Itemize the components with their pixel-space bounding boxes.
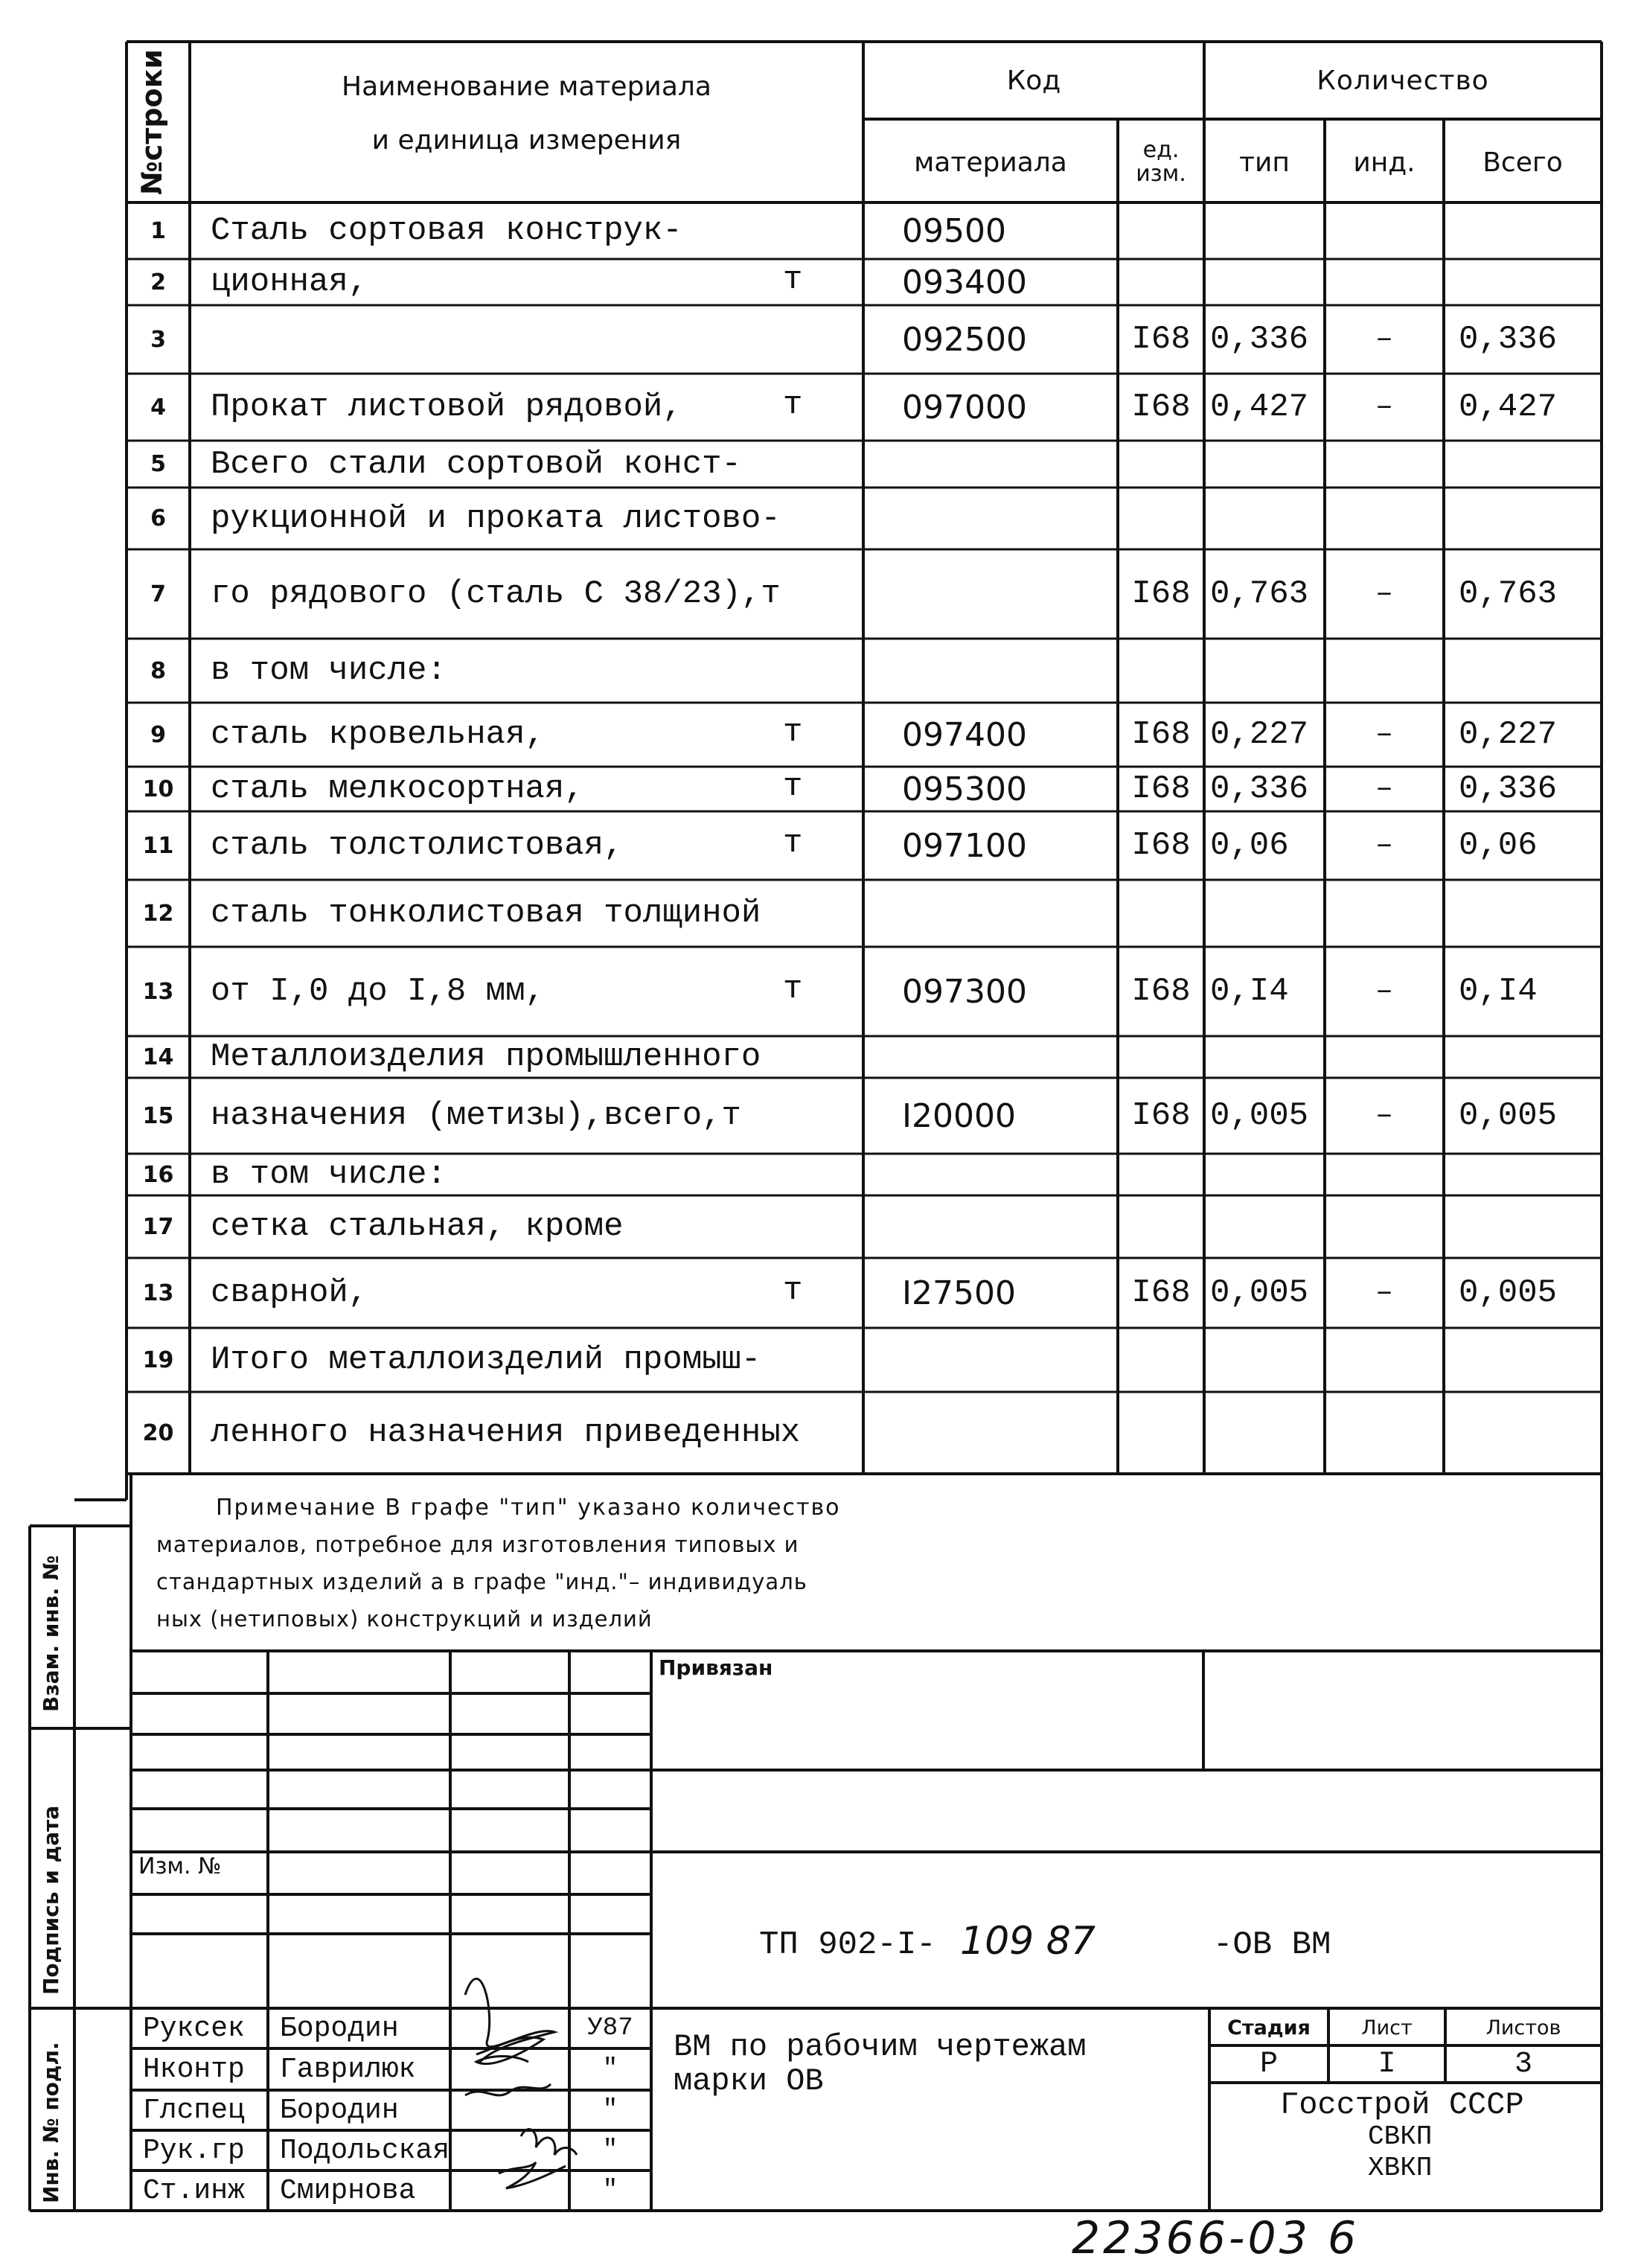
row-number: 15	[142, 1102, 174, 1129]
signer-date: "	[602, 2176, 618, 2205]
stage-label: Стадия	[1227, 2016, 1311, 2039]
total-qty-header: Всего	[1483, 147, 1563, 178]
unit-code	[1118, 259, 1204, 305]
unit-code: I68	[1131, 973, 1191, 1010]
total-quantity: 0,005	[1459, 1274, 1558, 1312]
type-quantity	[1204, 639, 1325, 703]
type-quantity	[1204, 1154, 1325, 1195]
revision-number-label: Изм. №	[138, 1853, 222, 1879]
stage-value: Р	[1259, 2047, 1278, 2081]
total-quantity: 0,06	[1459, 827, 1538, 864]
unit-code: I68	[1131, 389, 1191, 426]
type-quantity: 0,06	[1210, 827, 1289, 864]
name-header-line1: Наименование материала	[342, 71, 711, 102]
total-quantity	[1444, 639, 1602, 703]
material-code	[863, 880, 1118, 947]
material-name: ленного назначения приведенных	[211, 1414, 801, 1451]
total-quantity	[1444, 880, 1602, 947]
material-code	[863, 1036, 1118, 1078]
signer-name: Бородин	[280, 2094, 399, 2127]
type-qty-header: тип	[1239, 147, 1290, 178]
total-quantity: 0,336	[1459, 321, 1558, 358]
signature-date-label: Подпись и дата	[39, 1805, 63, 1995]
unit-code	[1118, 880, 1204, 947]
individual-quantity	[1325, 1328, 1444, 1392]
material-code: 097400	[902, 715, 1027, 754]
unit-of-measure: т	[783, 714, 803, 751]
material-name: ционная,	[211, 263, 368, 301]
row-number: 19	[142, 1347, 174, 1373]
type-quantity: 0,227	[1210, 716, 1309, 753]
material-name: Прокат листовой рядовой,	[211, 389, 682, 426]
material-code: 093400	[902, 263, 1027, 301]
individual-quantity	[1325, 1195, 1444, 1258]
unit-code: I68	[1131, 716, 1191, 753]
material-name: в том числе:	[211, 1156, 447, 1193]
total-quantity	[1444, 1036, 1602, 1078]
material-code	[863, 488, 1118, 549]
total-quantity: 0,I4	[1459, 973, 1538, 1010]
material-code	[863, 1392, 1118, 1474]
individual-quantity	[1325, 639, 1444, 703]
type-quantity	[1204, 1195, 1325, 1258]
row-number: 4	[150, 394, 166, 421]
total-quantity	[1444, 1154, 1602, 1195]
ind-qty-header: инд.	[1353, 147, 1416, 178]
material-code: 092500	[902, 320, 1027, 359]
row-number: 5	[150, 451, 166, 477]
total-quantity: 0,763	[1459, 575, 1558, 613]
total-quantity: 0,427	[1459, 389, 1558, 426]
material-code: I20000	[902, 1096, 1016, 1135]
signer-role: Нконтр	[143, 2053, 245, 2086]
unit-code	[1118, 488, 1204, 549]
signer-name: Бородин	[280, 2012, 399, 2045]
unit-code	[1118, 441, 1204, 488]
row-number: 13	[142, 1280, 174, 1306]
type-quantity	[1204, 1036, 1325, 1078]
quantity-header: Количество	[1317, 65, 1489, 96]
individual-quantity	[1325, 1154, 1444, 1195]
total-quantity	[1444, 1328, 1602, 1392]
unit-of-measure: т	[783, 825, 803, 862]
type-quantity	[1204, 259, 1325, 305]
material-code: I27500	[902, 1274, 1016, 1312]
name-header-line2: и единица измерения	[371, 124, 682, 156]
row-number: 16	[142, 1161, 174, 1188]
individual-quantity	[1325, 1392, 1444, 1474]
individual-quantity: –	[1375, 772, 1393, 806]
note-line-4: ных (нетиповых) конструкций и изделий	[156, 1606, 653, 1632]
type-quantity: 0,336	[1210, 770, 1309, 808]
unit-of-measure: т	[783, 971, 803, 1008]
material-name: сталь кровельная,	[211, 716, 545, 753]
material-name: в том числе:	[211, 652, 447, 689]
individual-quantity	[1325, 441, 1444, 488]
replacement-inventory-label: Взам. инв. №	[39, 1555, 63, 1712]
material-code	[863, 639, 1118, 703]
row-number: 8	[150, 657, 166, 684]
row-number: 9	[150, 721, 166, 748]
unit-code: I68	[1131, 770, 1191, 808]
individual-quantity	[1325, 880, 1444, 947]
archive-number-handwritten: 22366-03 6	[1072, 2212, 1360, 2264]
organization-line3: ХВКП	[1368, 2153, 1433, 2183]
signer-name: Подольская	[280, 2134, 450, 2167]
type-quantity	[1204, 488, 1325, 549]
unit-code: I68	[1131, 1274, 1191, 1312]
signer-date: У87	[587, 2014, 633, 2042]
doc-code-prefix: ТП 902-I-	[759, 1926, 936, 1964]
row-number: 14	[142, 1044, 174, 1070]
row-number: 6	[150, 505, 166, 531]
unit-code	[1118, 1195, 1204, 1258]
unit-of-measure: т	[783, 261, 803, 298]
material-name: сталь мелкосортная,	[211, 770, 584, 808]
material-code: 09500	[902, 211, 1006, 250]
total-quantity: 0,005	[1459, 1097, 1558, 1134]
type-quantity: 0,005	[1210, 1097, 1309, 1134]
unit-code: I68	[1131, 575, 1191, 613]
row-number: 20	[142, 1419, 174, 1446]
individual-quantity	[1325, 488, 1444, 549]
note-line-3: стандартных изделий а в графе "инд."– индивидуаль	[156, 1569, 807, 1594]
row-number: 10	[142, 776, 174, 802]
sheets-value: 3	[1514, 2047, 1532, 2081]
material-name: от I,0 до I,8 мм,	[211, 973, 545, 1010]
unit-code	[1118, 1154, 1204, 1195]
material-code	[863, 1154, 1118, 1195]
attached-label: Привязан	[659, 1655, 773, 1680]
individual-quantity	[1325, 1036, 1444, 1078]
material-code: 097000	[902, 388, 1027, 427]
row-number: 3	[150, 326, 166, 353]
signer-role: Глспец	[143, 2094, 245, 2127]
material-name: сталь толстолистовая,	[211, 827, 624, 864]
material-name: Итого металлоизделий промыш-	[211, 1341, 761, 1379]
material-name: Металлоизделия промышленного	[211, 1038, 761, 1076]
unit-code: I68	[1131, 321, 1191, 358]
total-quantity	[1444, 488, 1602, 549]
note-line-1: Примечание В графе "тип" указано количество	[216, 1495, 841, 1521]
material-name: сетка стальная, кроме	[211, 1208, 624, 1245]
individual-quantity	[1325, 259, 1444, 305]
unit-code: I68	[1131, 1097, 1191, 1134]
signer-name: Смирнова	[280, 2174, 416, 2207]
type-quantity: 0,005	[1210, 1274, 1309, 1312]
material-code-header: материала	[914, 147, 1067, 178]
individual-quantity	[1325, 202, 1444, 259]
total-quantity	[1444, 202, 1602, 259]
individual-quantity: –	[1375, 390, 1393, 424]
material-name: назначения (метизы),всего,т	[211, 1097, 741, 1134]
individual-quantity: –	[1375, 828, 1393, 863]
material-name	[190, 305, 863, 374]
individual-quantity: –	[1375, 974, 1393, 1009]
total-quantity	[1444, 1195, 1602, 1258]
material-code: 097300	[902, 972, 1027, 1011]
material-name: Всего стали сортовой конст-	[211, 445, 741, 483]
individual-quantity: –	[1375, 718, 1393, 752]
document-title-line2: марки ОВ	[674, 2063, 824, 2099]
material-code	[863, 1328, 1118, 1392]
row-number: 11	[142, 832, 174, 859]
sheet-label: Лист	[1361, 2016, 1413, 2039]
total-quantity: 0,227	[1459, 716, 1558, 753]
type-quantity	[1204, 202, 1325, 259]
original-inventory-label: Инв. № подл.	[39, 2042, 63, 2203]
material-code: 095300	[902, 770, 1027, 808]
signer-date: "	[602, 2136, 618, 2165]
signer-role: Рук.гр	[143, 2134, 245, 2167]
total-quantity	[1444, 1392, 1602, 1474]
row-number: 1	[150, 217, 166, 244]
signer-date: "	[602, 2096, 618, 2124]
type-quantity	[1204, 1392, 1325, 1474]
material-code	[863, 441, 1118, 488]
row-number: 12	[142, 900, 174, 927]
signer-role: Ст.инж	[143, 2174, 245, 2207]
unit-code	[1118, 639, 1204, 703]
unit-of-measure: т	[783, 1272, 803, 1309]
material-code	[863, 549, 1118, 639]
material-name: сталь тонколистовая толщиной	[211, 895, 761, 932]
total-quantity: 0,336	[1459, 770, 1558, 808]
individual-quantity: –	[1375, 1099, 1393, 1133]
unit-code	[1118, 1392, 1204, 1474]
unit-code: I68	[1131, 827, 1191, 864]
material-name: го рядового (сталь С 38/23),т	[211, 575, 781, 613]
unit-code	[1118, 202, 1204, 259]
unit-of-measure: т	[783, 386, 803, 424]
document-title-line1: ВМ по рабочим чертежам	[674, 2029, 1087, 2065]
note-line-2: материалов, потребное для изготовления типовых и	[156, 1532, 799, 1557]
sheet-value: I	[1378, 2047, 1396, 2081]
code-header: Код	[1006, 65, 1061, 96]
sheets-label: Листов	[1485, 2016, 1561, 2039]
doc-code-suffix: -ОВ ВМ	[1213, 1926, 1331, 1964]
unit-code-header: ед. изм.	[1136, 137, 1186, 187]
material-code	[863, 1195, 1118, 1258]
type-quantity: 0,I4	[1210, 973, 1289, 1010]
type-quantity: 0,427	[1210, 389, 1309, 426]
signer-role: Руксек	[143, 2012, 245, 2045]
row-number-header: №строки	[135, 49, 168, 195]
type-quantity	[1204, 1328, 1325, 1392]
individual-quantity: –	[1375, 322, 1393, 357]
organization-line2: СВКП	[1368, 2121, 1433, 2152]
row-number: 13	[142, 978, 174, 1005]
type-quantity: 0,336	[1210, 321, 1309, 358]
material-name: сварной,	[211, 1274, 368, 1312]
doc-code-handwritten: 109 87	[960, 1919, 1096, 1964]
organization-line1: Госстрой СССР	[1280, 2087, 1524, 2123]
individual-quantity: –	[1375, 1276, 1393, 1310]
row-number: 17	[142, 1213, 174, 1240]
total-quantity	[1444, 441, 1602, 488]
total-quantity	[1444, 259, 1602, 305]
material-name: рукционной и проката листово-	[211, 499, 781, 537]
material-code: 097100	[902, 826, 1027, 865]
unit-code	[1118, 1328, 1204, 1392]
signer-name: Гаврилюк	[280, 2053, 416, 2086]
row-number: 7	[150, 581, 166, 607]
individual-quantity: –	[1375, 577, 1393, 611]
row-number: 2	[150, 269, 166, 296]
type-quantity	[1204, 880, 1325, 947]
type-quantity: 0,763	[1210, 575, 1309, 613]
unit-of-measure: т	[783, 768, 803, 805]
type-quantity	[1204, 441, 1325, 488]
unit-code	[1118, 1036, 1204, 1078]
signer-date: "	[602, 2055, 618, 2083]
material-name: Сталь сортовая конструк-	[211, 212, 682, 249]
